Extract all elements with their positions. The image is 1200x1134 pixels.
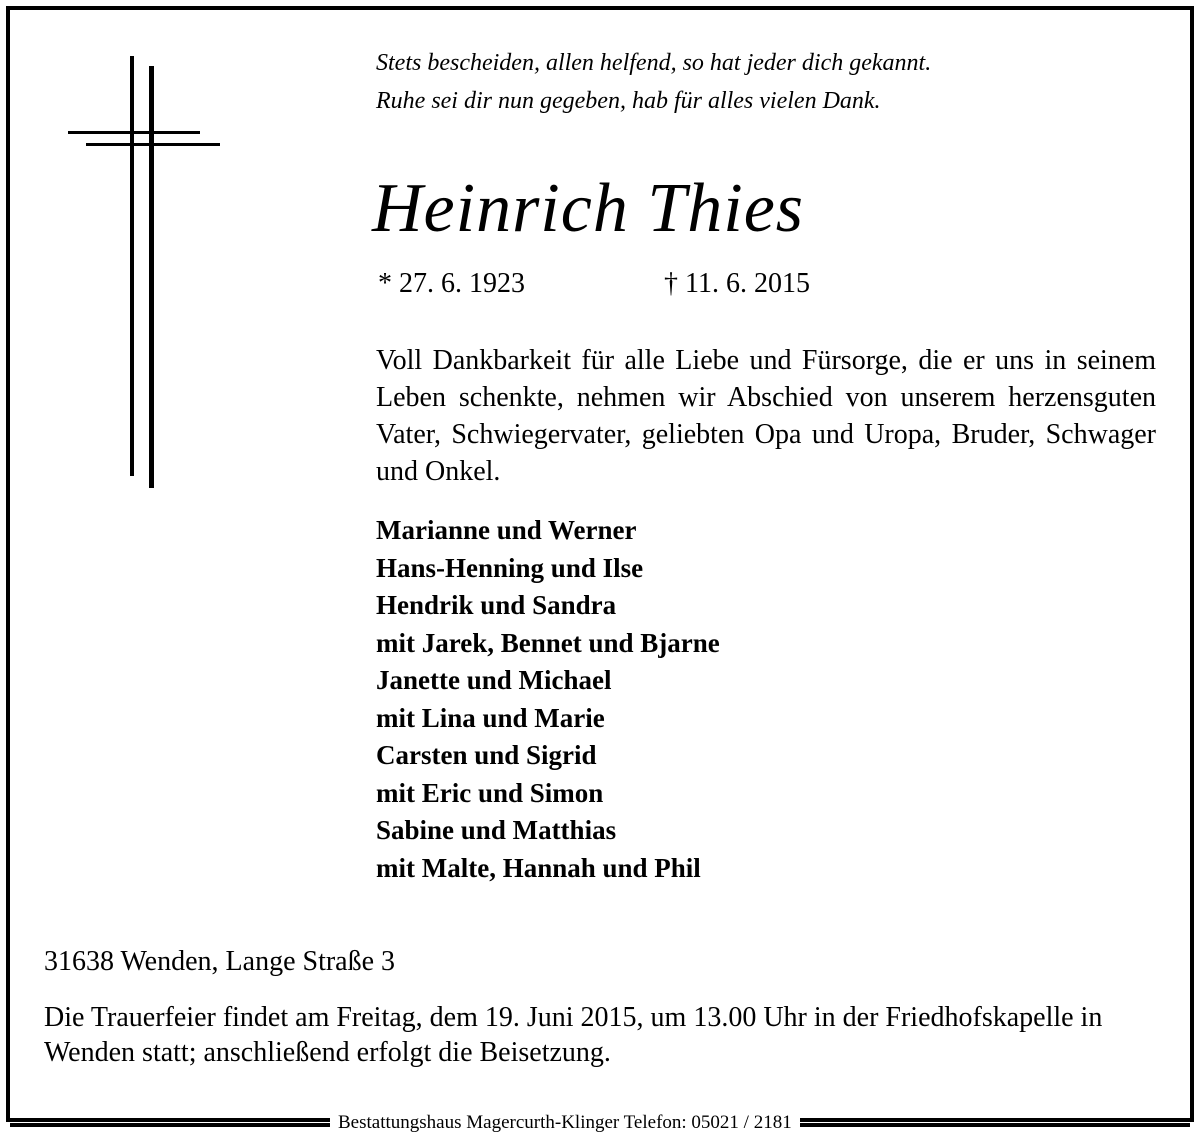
family-member: mit Jarek, Bennet und Bjarne <box>376 627 720 658</box>
family-member: Marianne und Werner <box>376 515 637 545</box>
death-date: † 11. 6. 2015 <box>664 268 810 299</box>
family-member: Hendrik und Sandra <box>376 590 617 620</box>
cross-icon <box>0 0 240 500</box>
family-member: Carsten und Sigrid <box>376 740 597 770</box>
family-member: mit Malte, Hannah und Phil <box>376 852 701 883</box>
family-member: mit Lina und Marie <box>376 702 605 733</box>
birth-date: * 27. 6. 1923 <box>378 268 525 299</box>
family-member: Janette und Michael <box>376 665 612 695</box>
deceased-name: Heinrich Thies <box>372 170 805 247</box>
service-info: Die Trauerfeier findet am Freitag, dem 19. Juni 2015, um 13.00 Uhr in der Friedhofskapelle in Wenden statt; anschließend erfolgt die Beisetzung. <box>44 1002 1103 1068</box>
motto <box>376 44 931 120</box>
footer-contact: Bestattungshaus Magercurth-Klinger Telefon: 05021 / 2181 <box>330 1112 800 1134</box>
motto-line-1: Stets bescheiden, allen helfend, so hat jeder dich gekannt. <box>376 50 932 76</box>
family-member: Sabine und Matthias <box>376 815 617 845</box>
motto-line-2: Ruhe sei dir nun gegeben, hab für alles vielen Dank. <box>376 88 881 114</box>
family-member: mit Eric und Simon <box>376 777 604 808</box>
message-paragraph: Voll Dankbarkeit für alle Liebe und Fürsorge, die er uns in seinem Leben schenkte, nehmen wir Abschied von unserem herzensguten Vater, Schwiegervater, geliebten Opa und Uropa, Bruder, Schwager und Onkel. <box>376 345 1156 487</box>
family-list <box>376 512 720 887</box>
address: 31638 Wenden, Lange Straße 3 <box>44 946 396 977</box>
family-member: Hans-Henning und Ilse <box>376 552 644 583</box>
